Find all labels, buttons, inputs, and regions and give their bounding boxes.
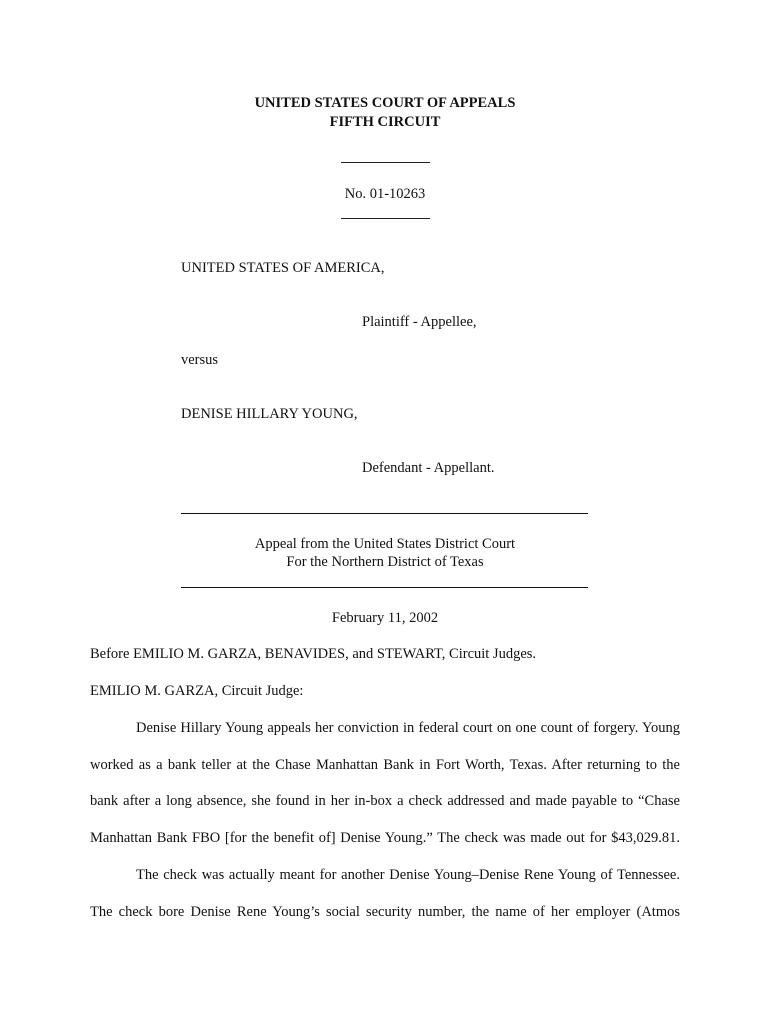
body-line: Manhattan Bank FBO [for the benefit of] Denise Young.” The check was made out for $43,029.81.: [90, 830, 680, 846]
appeal-rule-bottom: [181, 587, 588, 588]
appeal-line-2: For the Northern District of Texas: [286, 554, 484, 570]
appeal-line-1: Appeal from the United States District Court: [254, 536, 516, 552]
defendant-name: DENISE HILLARY YOUNG,: [181, 406, 358, 422]
plaintiff-name: UNITED STATES OF AMERICA,: [181, 260, 385, 276]
docket-rule-bottom: [341, 218, 430, 219]
versus-label: versus: [181, 352, 219, 368]
docket-number: No. 01-10263: [344, 186, 426, 202]
docket-rule-top: [341, 162, 430, 163]
panel-line: Before EMILIO M. GARZA, BENAVIDES, and STEWART, Circuit Judges.: [90, 646, 537, 662]
body-line: The check bore Denise Rene Young’s social security number, the name of her employer (Atmos: [90, 904, 680, 920]
defendant-role: Defendant - Appellant.: [362, 460, 495, 476]
circuit-name: FIFTH CIRCUIT: [329, 114, 441, 130]
plaintiff-role: Plaintiff - Appellee,: [362, 314, 477, 330]
body-line: The check was actually meant for another Denise Young–Denise Rene Young of Tennessee.: [136, 867, 680, 883]
body-line: Denise Hillary Young appeals her conviction in federal court on one count of forgery. Young: [136, 720, 680, 736]
body-line: bank after a long absence, she found in her in-box a check addressed and made payable to “Chase: [90, 793, 680, 809]
decision-date: February 11, 2002: [331, 610, 439, 626]
court-name: UNITED STATES COURT OF APPEALS: [254, 95, 516, 111]
author-line: EMILIO M. GARZA, Circuit Judge:: [90, 683, 304, 699]
body-line: worked as a bank teller at the Chase Manhattan Bank in Fort Worth, Texas. After returning to the: [90, 757, 680, 773]
appeal-rule-top: [181, 513, 588, 514]
